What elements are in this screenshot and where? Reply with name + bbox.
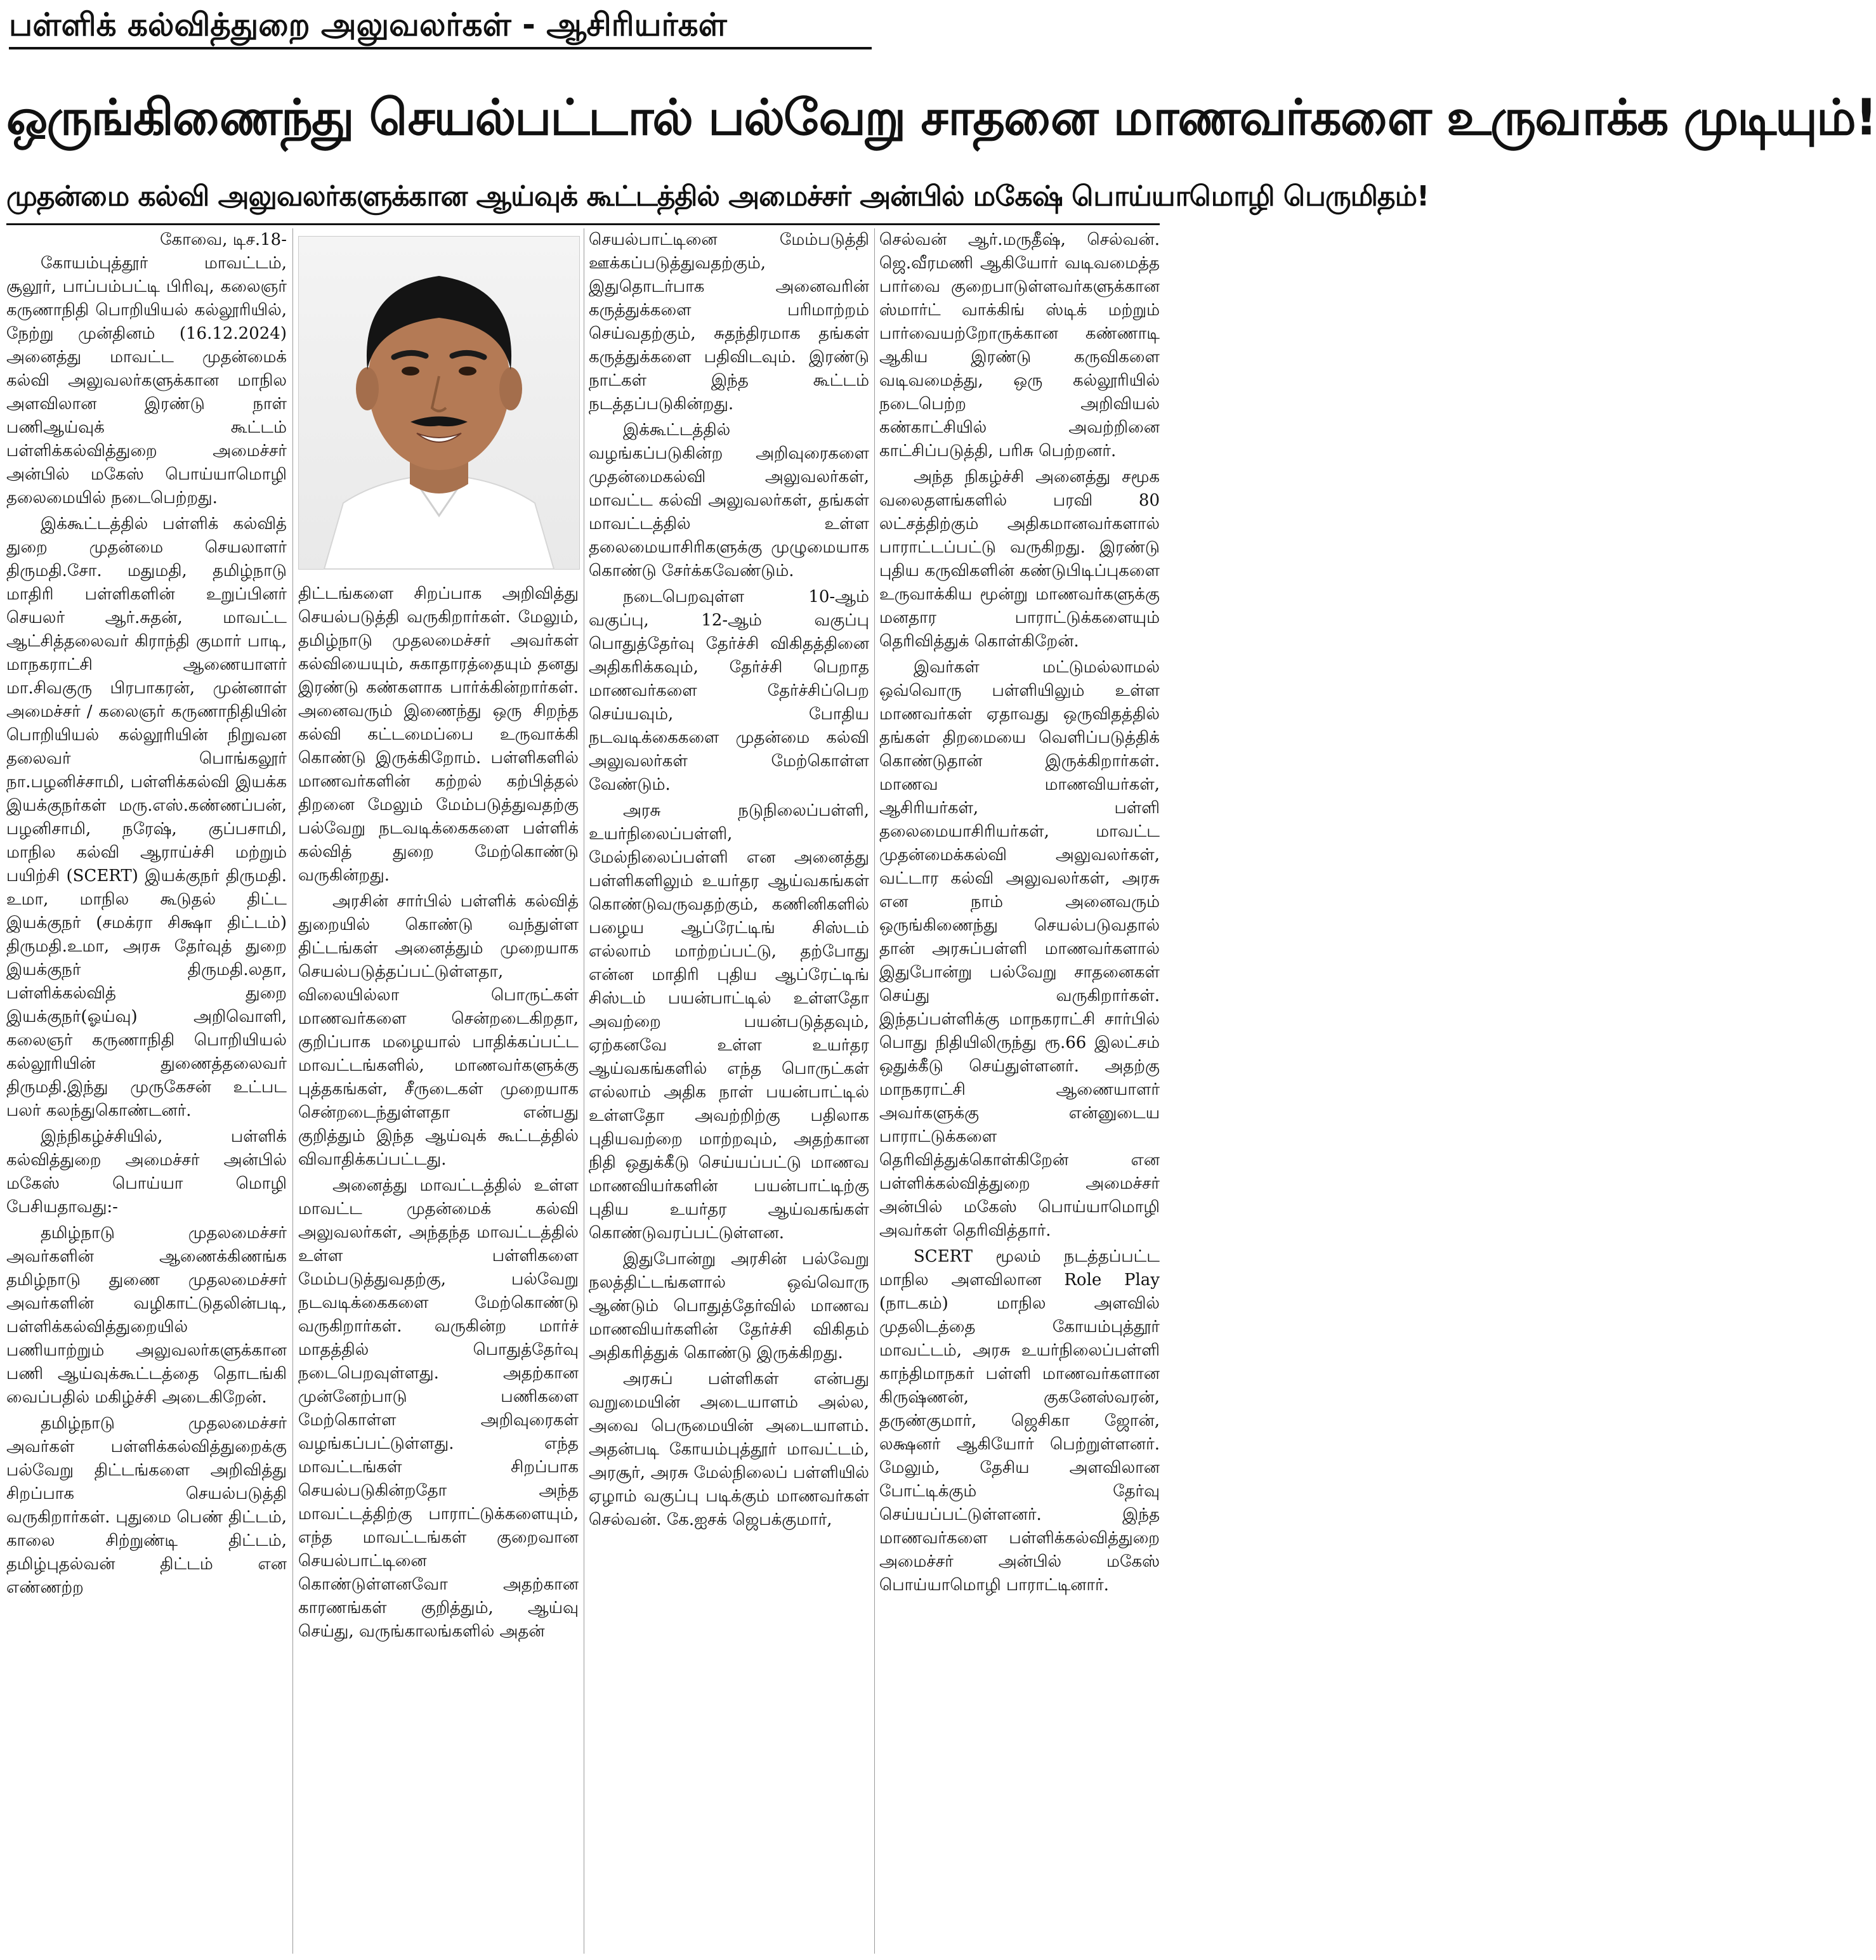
section-kicker: பள்ளிக் கல்வித்துறை அலுவலர்கள் - ஆசிரியர்கள் bbox=[9, 6, 727, 43]
paragraph: அனைத்து மாவட்டத்தில் உள்ள மாவட்ட முதன்மைக் கல்வி அலுவலர்கள், அந்தந்த மாவட்டத்தில் உள்ள பள்ளிகளை மேம்படுத்துவதற்கு, பல்வேறு நடவடிக்கைகளை மேற்கொண்டு வருகிறார்கள். வருகின்ற மார்ச் மாதத்தில் பொதுத்தேர்வு நடைபெறவுள்ளது. அதற்கான முன்னேற்பாடு பணிகளை மேற்கொள்ள அறிவுரைகள் வழங்கப்பட்டுள்ளது. எந்த மாவட்டங்கள் சிறப்பாக செயல்படுகின்றதோ அந்த மாவட்டத்திற்கு பாராட்டுக்களையும், எந்த மாவட்டங்கள் குறைவான செயல்பாட்டினை கொண்டுள்ளனவோ அதற்கான காரணங்கள் குறித்தும், ஆய்வு செய்து, வருங்காலங்களில் அதன் bbox=[298, 1176, 579, 1641]
paragraph: செயல்பாட்டினை மேம்படுத்தி ஊக்கப்படுத்துவதற்கும், இதுதொடர்பாக அனைவரின் கருத்துக்களை பரிமாற்றம் செய்வதற்கும், சுதந்திரமாக தங்கள் கருத்துக்களை பதிவிடவும். இரண்டு நாட்கள் இந்த கூட்டம் நடத்தப்படுகின்றது. bbox=[589, 230, 869, 414]
paragraph: செல்வன் ஆர்.மருதீஷ், செல்வன். ஜெ.வீரமணி ஆகியோர் வடிவமைத்த பார்வை குறைபாடுள்ளவர்களுக்கான ஸ்மார்ட் வாக்கிங் ஸ்டிக் மற்றும் பார்வையற்றோருக்கான கண்ணாடி ஆகிய இரண்டு கருவிகளை வடிவமைத்து, ஒரு கல்லூரியில் நடைபெற்ற அறிவியல் கண்காட்சியில் அவற்றினை காட்சிப்படுத்தி, பரிசு பெற்றனர். bbox=[879, 230, 1160, 461]
paragraph: திட்டங்களை சிறப்பாக அறிவித்து செயல்படுத்தி வருகிறார்கள். மேலும், தமிழ்நாடு முதலமைச்சர் அவர்கள் கல்வியையும், சுகாதாரத்தையும் தனது இரண்டு கண்களாக பார்க்கின்றார்கள். அனைவரும் இணைந்து ஒரு சிறந்த கல்வி கட்டமைப்பை உருவாக்கி கொண்டு இருக்கிறோம். பள்ளிகளில் மாணவர்களின் கற்றல் கற்பித்தல் திறனை மேலும் மேம்படுத்துவதற்கு பல்வேறு நடவடிக்கைகளை பள்ளிக் கல்வித் துறை மேற்கொண்டு வருகின்றது. bbox=[298, 584, 579, 885]
paragraph: இக்கூட்டத்தில் வழங்கப்படுகின்ற அறிவுரைகளை முதன்மைகல்வி அலுவலர்கள், மாவட்ட கல்வி அலுவலர்கள், தங்கள் மாவட்டத்தில் உள்ள தலைமையாசிரிகளுக்கு முழுமையாக கொண்டு சேர்க்கவேண்டும். bbox=[589, 421, 869, 580]
article-column-4 bbox=[879, 228, 1160, 1954]
subheadline: முதன்மை கல்வி அலுவலர்களுக்கான ஆய்வுக் கூட்டத்தில் அமைச்சர் அன்பில் மகேஷ் பொய்யாமொழி பெருமிதம்! bbox=[6, 180, 1429, 212]
paragraph: அந்த நிகழ்ச்சி அனைத்து சமூக வலைதளங்களில் பரவி 80 லட்சத்திற்கும் அதிகமானவர்களால் பாராட்டப்பட்டு வருகிறது. இரண்டு புதிய கருவிகளின் கண்டுபிடிப்புகளை உருவாக்கிய மூன்று மாணவர்களுக்கு மனதார பாராட்டுக்களையும் தெரிவித்துக் கொள்கிறேன். bbox=[879, 467, 1160, 651]
paragraph: கோயம்புத்தூர் மாவட்டம், சூலூர், பாப்பம்பட்டி பிரிவு, கலைஞர் கருணாநிதி பொறியியல் கல்லூரியில், நேற்று முன்தினம் (16.12.2024) அனைத்து மாவட்ட முதன்மைக் கல்வி அலுவலர்களுக்கான மாநில அளவிலான இரண்டு நாள் பணிஆய்வுக் கூட்டம் பள்ளிக்கல்வித்துறை அமைச்சர் அன்பில் மகேஸ் பொய்யாமொழி தலைமையில் நடைபெற்றது. bbox=[6, 254, 287, 507]
paragraph: இவர்கள் மட்டுமல்லாமல் ஒவ்வொரு பள்ளியிலும் உள்ள மாணவர்கள் ஏதாவது ஒருவிதத்தில் தங்கள் திறமையை வெளிப்படுத்திக் கொண்டுதான் இருக்கிறார்கள். மாணவ மாணவியர்கள், ஆசிரியர்கள், பள்ளி தலைமையாசிரியர்கள், மாவட்ட முதன்மைக்கல்வி அலுவலர்கள், வட்டார கல்வி அலுவலர்கள், அரசு என நாம் அனைவரும் ஒருங்கிணைந்து செயல்படுவதால் தான் அரசுப்பள்ளி மாணவர்களால் இதுபோன்று பல்வேறு சாதனைகள் செய்து வருகிறார்கள். இந்தப்பள்ளிக்கு மாநகராட்சி சார்பில் பொது நிதியிலிருந்து ரூ.66 இலட்சம் ஒதுக்கீடு செய்துள்ளனர். அதற்கு மாநகராட்சி ஆணையாளர் அவர்களுக்கு என்னுடைய பாராட்டுக்களை தெரிவித்துக்கொள்கிறேன் என பள்ளிக்கல்வித்துறை அமைச்சர் அன்பில் மகேஸ் பொய்யாமொழி அவர்கள் தெரிவித்தார். bbox=[879, 658, 1160, 1240]
paragraph: நடைபெறவுள்ள 10-ஆம் வகுப்பு, 12-ஆம் வகுப்பு பொதுத்தேர்வு தேர்ச்சி விகிதத்தினை அதிகரிக்கவும், தேர்ச்சி பெறாத மாணவர்களை தேர்ச்சிப்பெற செய்யவும், போதிய நடவடிக்கைகளை முதன்மை கல்வி அலுவலர்கள் மேற்கொள்ள வேண்டும். bbox=[589, 587, 869, 794]
minister-photo bbox=[298, 236, 580, 570]
column-divider bbox=[292, 228, 293, 1954]
paragraph: SCERT மூலம் நடத்தப்பட்ட மாநில அளவிலான Role Play (நாடகம்) மாநில அளவில் முதலிடத்தை கோயம்புத்தூர் மாவட்டம், அரசு உயர்நிலைப்பள்ளி காந்திமாநகர் பள்ளி மாணவர்களான கிருஷ்ணன், குகனேஸ்வரன், தருண்குமார், ஜெசிகா ஜோன், லக்ஷனர் ஆகியோர் பெற்றுள்ளனர். மேலும், தேசிய அளவிலான போட்டிக்கும் தேர்வு செய்யப்பட்டுள்ளனர். இந்த மாணவர்களை பள்ளிக்கல்வித்துறை அமைச்சர் அன்பில் மகேஸ் பொய்யாமொழி பாராட்டினார். bbox=[879, 1247, 1160, 1595]
paragraph: இக்கூட்டத்தில் பள்ளிக் கல்வித் துறை முதன்மை செயலாளர் திருமதி.சோ. மதுமதி, தமிழ்நாடு மாதிரி பள்ளிகளின் உறுப்பினர் செயலர் ஆர்.சுதன், மாவட்ட ஆட்சித்தலைவர் கிராந்தி குமார் பாடி, மாநகராட்சி ஆணையாளர் மா.சிவகுரு பிரபாகரன், முன்னாள் அமைச்சர் / கலைஞர் கருணாநிதியின் பொறியியல் கல்லூரியின் நிறுவன தலைவர் பொங்கலூர் நா.பழனிச்சாமி, பள்ளிக்கல்வி இயக்க இயக்குநர்கள் மரு.எஸ்.கண்ணப்பன், பழனிசாமி, நரேஷ், குப்பசாமி, மாநில கல்வி ஆராய்ச்சி மற்றும் பயிற்சி (SCERT) இயக்குநர் திருமதி. உமா, மாநில கூடுதல் திட்ட இயக்குநர் (சமக்ரா சிக்ஷா திட்டம்) திருமதி.உமா, அரசு தேர்வுத் துறை இயக்குநர் திருமதி.லதா, பள்ளிக்கல்வித் துறை இயக்குநர்(ஓய்வு) அறிவொளி, கலைஞர் கருணாநிதி பொறியியல் கல்லூரியின் துணைத்தலைவர் திருமதி.இந்து முருகேசன் உட்பட பலர் கலந்துகொண்டனர். bbox=[6, 514, 287, 1120]
subheadline-rule bbox=[6, 223, 1160, 225]
paragraph: தமிழ்நாடு முதலமைச்சர் அவர்கள் பள்ளிக்கல்வித்துறைக்கு பல்வேறு திட்டங்களை அறிவித்து சிறப்பாக செயல்படுத்தி வருகிறார்கள். புதுமை பெண் திட்டம், காலை சிற்றுண்டி திட்டம், தமிழ்புதல்வன் திட்டம் என எண்ணற்ற bbox=[6, 1414, 287, 1597]
paragraph: அரசு நடுநிலைப்பள்ளி, உயர்நிலைப்பள்ளி, மேல்நிலைப்பள்ளி என அனைத்து பள்ளிகளிலும் உயர்தர ஆய்வகங்கள் கொண்டுவருவதற்கும், கணினிகளில் பழைய ஆப்ரேட்டிங் சிஸ்டம் எல்லாம் மாற்றப்பட்டு, தற்போது என்ன மாதிரி புதிய ஆப்ரேட்டிங் சிஸ்டம் பயன்பாட்டில் உள்ளதோ அவற்றை பயன்படுத்தவும், ஏற்கனவே உள்ள உயர்தர ஆய்வகங்களில் எந்த பொருட்கள் எல்லாம் அதிக நாள் பயன்பாட்டில் உள்ளதோ அவற்றிற்கு பதிலாக புதியவற்றை மாற்றவும், அதற்கான நிதி ஒதுக்கீடு செய்யப்பட்டு மாணவ மாணவியர்களின் பயன்பாட்டிற்கு புதிய உயர்தர ஆய்வகங்கள் கொண்டுவரப்பட்டுள்ளன. bbox=[589, 801, 869, 1243]
paragraph: தமிழ்நாடு முதலமைச்சர் அவர்களின் ஆணைக்கிணங்க தமிழ்நாடு துணை முதலமைச்சர் அவர்களின் வழிகாட்டுதலின்படி, பள்ளிக்கல்வித்துறையில் பணியாற்றும் அலுவலர்களுக்கான பணி ஆய்வுக்கூட்டத்தை தொடங்கி வைப்பதில் மகிழ்ச்சி அடைகிறேன். bbox=[6, 1224, 287, 1407]
portrait-illustration bbox=[299, 237, 579, 569]
kicker-underline bbox=[9, 47, 872, 49]
article-column-3 bbox=[589, 228, 869, 1954]
dateline: கோவை, டிச.18- bbox=[160, 230, 287, 249]
paragraph: இதுபோன்று அரசின் பல்வேறு நலத்திட்டங்களால் ஒவ்வொரு ஆண்டும் பொதுத்தேர்வில் மாணவ மாணவியர்களின் தேர்ச்சி விகிதம் அதிகரித்துக் கொண்டு இருக்கிறது. bbox=[589, 1250, 869, 1362]
column-divider bbox=[874, 228, 875, 1954]
article-column-2 bbox=[298, 582, 579, 1954]
paragraph: அரசுப் பள்ளிகள் என்பது வறுமையின் அடையாளம் அல்ல, அவை பெருமையின் அடையாளம். அதன்படி கோயம்புத்தூர் மாவட்டம், அரசூர், அரசு மேல்நிலைப் பள்ளியில் ஏழாம் வகுப்பு படிக்கும் மாணவர்கள் செல்வன். கே.ஐசக் ஜெபக்குமார், bbox=[589, 1369, 869, 1529]
article-column-1 bbox=[6, 228, 287, 1954]
paragraph: இந்நிகழ்ச்சியில், பள்ளிக் கல்வித்துறை அமைச்சர் அன்பில் மகேஸ் பொய்யா மொழி பேசியதாவது:- bbox=[6, 1127, 287, 1217]
headline: ஒருங்கிணைந்து செயல்பட்டால் பல்வேறு சாதனை மாணவர்களை உருவாக்க முடியும்! bbox=[6, 89, 1876, 147]
paragraph: அரசின் சார்பில் பள்ளிக் கல்வித் துறையில் கொண்டு வந்துள்ள திட்டங்கள் அனைத்தும் முறையாக செயல்படுத்தப்பட்டுள்ளதா, விலையில்லா பொருட்கள் மாணவர்களை சென்றடைகிறதா, குறிப்பாக மழையால் பாதிக்கப்பட்ட மாவட்டங்களில், மாணவர்களுக்கு புத்தகங்கள், சீருடைகள் முறையாக சென்றடைந்துள்ளதா என்பது குறித்தும் இந்த ஆய்வுக் கூட்டத்தில் விவாதிக்கப்பட்டது. bbox=[298, 892, 579, 1169]
